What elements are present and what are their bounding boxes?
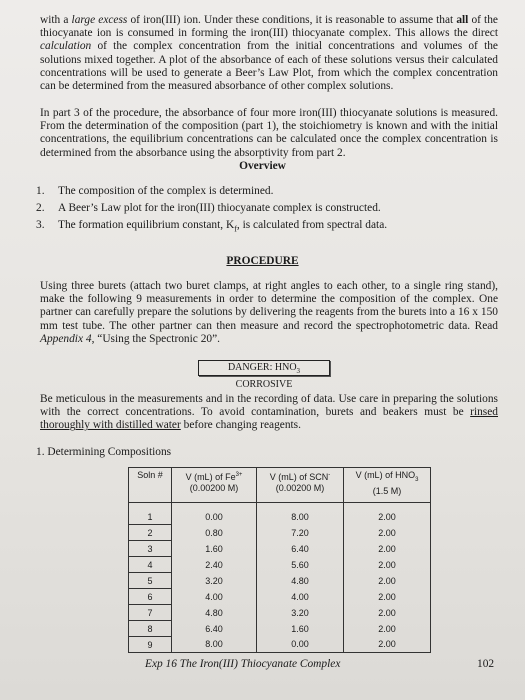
- scn-volume-cell: 8.00: [257, 503, 344, 525]
- table-header-row: [129, 468, 431, 503]
- scn-volume-cell: 3.20: [257, 605, 344, 621]
- caution-paragraph: Be meticulous in the measurements and in the recording of data. Use care in preparing the solutions with the correct concentrations. To avoid contamination, burets and beakers must be rinsed thoroughly with distilled water before changing reagents.: [40, 393, 498, 432]
- soln-number-cell: 5: [129, 573, 172, 589]
- hno3-volume-cell: 2.00: [344, 637, 431, 653]
- fe-volume-cell: 8.00: [172, 637, 257, 653]
- scn-volume-cell: 0.00: [257, 637, 344, 653]
- soln-number-cell: 9: [129, 637, 172, 653]
- page-number: 102: [477, 658, 495, 670]
- danger-warning-box: DANGER: $HNO_3$ CORROSIVE: [198, 360, 330, 376]
- fe-volume-cell: 2.40: [172, 557, 257, 573]
- scn-volume-cell: 7.20: [257, 525, 344, 541]
- fe-volume-cell: 4.80: [172, 605, 257, 621]
- hno3-volume-cell: 2.00: [344, 589, 431, 605]
- table-row: [129, 589, 431, 605]
- list-item: 3. The formation equilibrium constant, $K_f$, is calculated from spectral data.: [36, 219, 388, 234]
- procedure-heading: PROCEDURE: [226, 255, 299, 267]
- table-row: [129, 541, 431, 557]
- header-scn: V (mL) of SCN- (0.00200 M): [257, 468, 344, 503]
- hno3-volume-cell: 2.00: [344, 525, 431, 541]
- fe-volume-cell: 0.00: [172, 503, 257, 525]
- hno3-volume-cell: 2.00: [344, 541, 431, 557]
- intro-paragraph-1: with a large excess of iron(III) ion. Under these conditions, it is reasonable to assume that all of the thiocyanate ion is consumed in forming the iron(III) thiocyanate complex. This allows the direct calculation of the complex concentration from the initial concentrations and volumes of the solutions mixed together. A plot of the absorbance of each of these solutions versus their calculated concentrations will be used to generate a Beer’s Law Plot, from which the complex concentration can be determined from the measured absorbance of other complex solutions.: [40, 14, 498, 93]
- scn-volume-cell: 5.60: [257, 557, 344, 573]
- intro-paragraph-2: In part 3 of the procedure, the absorbance of four more iron(III) thiocyanate solutions is measured. From the determination of the composition (part 1), the stoichiometry is known and with the initial concentrations, the equilibrium concentrations can be calculated once the complex concentration is determined from the absorbance using the absorptivity from part 2.: [40, 107, 498, 159]
- procedure-paragraph: Using three burets (attach two buret clamps, at right angles to each other, to a single ring stand), make the following 9 measurements in order to determine the composition of the complex. One partner can carefully prepare the solutions by delivering the reagents from the burets into a 16 x 150 mm test tube. The other partner can then measure and record the spectrophotometric data. Read Appendix 4, “Using the Spectronic 20”.: [40, 280, 498, 345]
- table-row: [129, 557, 431, 573]
- list-item: 2. A Beer’s Law plot for the iron(III) thiocyanate complex is constructed.: [36, 202, 381, 214]
- scn-volume-cell: 6.40: [257, 541, 344, 557]
- table-row: [129, 503, 431, 525]
- soln-number-cell: 4: [129, 557, 172, 573]
- composition-table: [128, 467, 431, 653]
- table-row: [129, 525, 431, 541]
- table-row: [129, 573, 431, 589]
- overview-list: [36, 185, 496, 236]
- soln-number-cell: 7: [129, 605, 172, 621]
- fe-volume-cell: 4.00: [172, 589, 257, 605]
- hno3-volume-cell: 2.00: [344, 573, 431, 589]
- soln-number-cell: 8: [129, 621, 172, 637]
- fe-volume-cell: 1.60: [172, 541, 257, 557]
- soln-number-cell: 1: [129, 503, 172, 525]
- header-fe: V (mL) of $Fe^{3+}$ (0.00200 M): [172, 468, 257, 503]
- header-soln: Soln #: [129, 468, 172, 503]
- hno3-volume-cell: 2.00: [344, 605, 431, 621]
- hno3-volume-cell: 2.00: [344, 557, 431, 573]
- overview-heading: Overview: [239, 160, 286, 172]
- scn-volume-cell: 4.00: [257, 589, 344, 605]
- scn-volume-cell: 1.60: [257, 621, 344, 637]
- hno3-volume-cell: 2.00: [344, 503, 431, 525]
- footer-caption: Exp 16 The Iron(III) Thiocyanate Complex: [145, 658, 341, 670]
- section-heading: 1. Determining Compositions: [36, 446, 172, 458]
- list-item: 1. The composition of the complex is determined.: [36, 185, 274, 197]
- scn-volume-cell: 4.80: [257, 573, 344, 589]
- fe-volume-cell: 3.20: [172, 573, 257, 589]
- soln-number-cell: 6: [129, 589, 172, 605]
- table-row: [129, 637, 431, 653]
- soln-number-cell: 3: [129, 541, 172, 557]
- fe-volume-cell: 6.40: [172, 621, 257, 637]
- table-row: [129, 621, 431, 637]
- fe-volume-cell: 0.80: [172, 525, 257, 541]
- header-hno3: V (mL) of $HNO_3$ (1.5 M): [344, 468, 431, 503]
- hno3-volume-cell: 2.00: [344, 621, 431, 637]
- soln-number-cell: 2: [129, 525, 172, 541]
- table-row: [129, 605, 431, 621]
